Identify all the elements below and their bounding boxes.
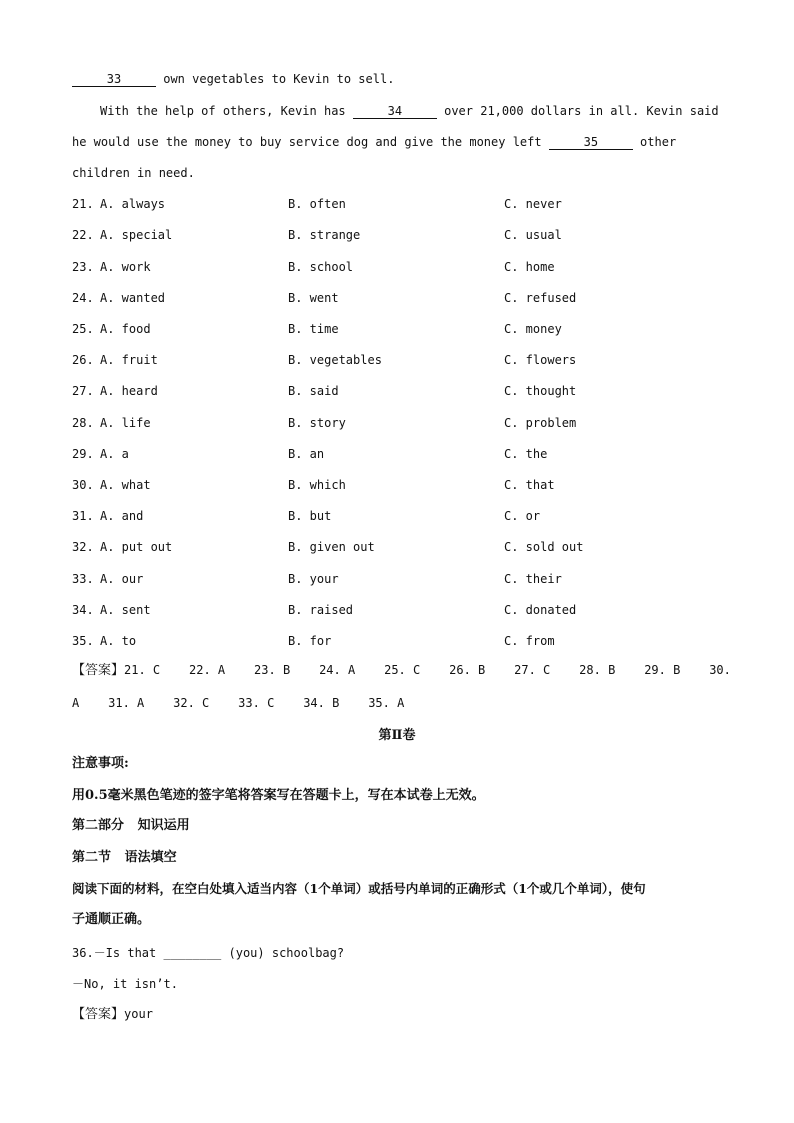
- question-28-option-c: C. problem: [504, 416, 577, 430]
- answer-line-1: [72, 662, 731, 679]
- subsection-heading: 第二节 语法填空: [72, 850, 177, 865]
- question-26-option-c: C. flowers: [504, 353, 577, 367]
- question-32-option-a: A. put out: [100, 540, 173, 554]
- question-36-answer-text: your: [124, 1007, 153, 1021]
- question-24-option-b: B. went: [288, 291, 339, 305]
- passage-line-3-pre: he would use the money to buy service dog and give the money left: [72, 135, 549, 149]
- question-22-option-c: C. usual: [504, 228, 562, 242]
- question-21-option-a: A. always: [100, 197, 166, 211]
- blank-33: 33: [72, 72, 156, 87]
- instruction-line-1: 阅读下面的材料，在空白处填入适当内容（1个单词）或括号内单词的正确形式（1个或几个单词），使句: [72, 881, 646, 896]
- answer-line-1-text: 21. C 22. A 23. B 24. A 25. C 26. B 27. C 28. B 29. B 30.: [124, 663, 731, 677]
- question-28-option-b: B. story: [288, 416, 346, 430]
- question-27-option-c: C. thought: [504, 384, 577, 398]
- passage-line-2: [100, 103, 719, 119]
- passage-line-2-post: over 21,000 dollars in all. Kevin said: [436, 104, 719, 118]
- question-25-num: 25.: [72, 322, 94, 336]
- question-36-answer-label: 【答案】: [72, 1007, 125, 1022]
- question-36-answer: [72, 1006, 153, 1023]
- question-32-option-c: C. sold out: [504, 540, 584, 554]
- question-34-option-b: B. raised: [288, 603, 354, 617]
- question-35-num: 35.: [72, 634, 94, 648]
- question-36-prompt-pre: 36.－Is that: [72, 946, 164, 960]
- question-22-option-b: B. strange: [288, 228, 361, 242]
- question-31-option-a: A. and: [100, 509, 144, 523]
- question-30-option-c: C. that: [504, 478, 555, 492]
- question-33-option-a: A. our: [100, 572, 144, 586]
- question-26-num: 26.: [72, 353, 94, 367]
- question-36-prompt-post: (you) schoolbag?: [221, 946, 345, 960]
- question-27-option-a: A. heard: [100, 384, 158, 398]
- blank-34: 34: [353, 104, 437, 119]
- question-28-option-a: A. life: [100, 416, 151, 430]
- question-25-option-c: C. money: [504, 322, 562, 336]
- instruction-line-2: 子通顺正确。: [72, 912, 151, 927]
- question-29-option-a: A. a: [100, 447, 129, 461]
- passage-line-2-pre: With the help of others, Kevin has: [100, 104, 353, 118]
- part-2-title: 第Ⅱ卷: [378, 728, 416, 743]
- question-36-reply: －No, it isn’t.: [72, 977, 178, 991]
- question-27-num: 27.: [72, 384, 94, 398]
- question-24-option-a: A. wanted: [100, 291, 166, 305]
- answer-line-2: A 31. A 32. C 33. C 34. B 35. A: [72, 696, 405, 710]
- question-31-num: 31.: [72, 509, 94, 523]
- question-34-option-c: C. donated: [504, 603, 577, 617]
- question-35-option-c: C. from: [504, 634, 555, 648]
- question-26-option-b: B. vegetables: [288, 353, 382, 367]
- question-29-num: 29.: [72, 447, 94, 461]
- passage-line-1-text: own vegetables to Kevin to sell.: [156, 72, 395, 86]
- question-23-option-a: A. work: [100, 260, 151, 274]
- question-30-num: 30.: [72, 478, 94, 492]
- question-36-prompt: [72, 945, 344, 961]
- question-29-option-b: B. an: [288, 447, 325, 461]
- question-28-num: 28.: [72, 416, 94, 430]
- question-23-num: 23.: [72, 260, 94, 274]
- question-34-num: 34.: [72, 603, 94, 617]
- question-21-option-c: C. never: [504, 197, 562, 211]
- question-22-num: 22.: [72, 228, 94, 242]
- question-24-num: 24.: [72, 291, 94, 305]
- notice-text: 用0.5毫米黑色笔迹的签字笔将答案写在答题卡上，写在本试卷上无效。: [72, 788, 485, 803]
- question-26-option-a: A. fruit: [100, 353, 158, 367]
- section-heading: 第二部分 知识运用: [72, 818, 190, 833]
- question-25-option-a: A. food: [100, 322, 151, 336]
- question-21-num: 21.: [72, 197, 94, 211]
- question-33-option-b: B. your: [288, 572, 339, 586]
- question-33-num: 33.: [72, 572, 94, 586]
- question-24-option-c: C. refused: [504, 291, 577, 305]
- blank-35: 35: [549, 135, 633, 150]
- question-27-option-b: B. said: [288, 384, 339, 398]
- notice-title: 注意事项:: [72, 756, 129, 771]
- question-23-option-c: C. home: [504, 260, 555, 274]
- question-25-option-b: B. time: [288, 322, 339, 336]
- question-30-option-b: B. which: [288, 478, 346, 492]
- passage-line-3-post: other: [632, 135, 677, 149]
- question-22-option-a: A. special: [100, 228, 173, 242]
- question-31-option-c: C. or: [504, 509, 541, 523]
- question-32-num: 32.: [72, 540, 94, 554]
- question-36-blank: ________: [163, 946, 222, 960]
- question-30-option-a: A. what: [100, 478, 151, 492]
- answer-label: 【答案】: [72, 663, 125, 678]
- question-35-option-b: B. for: [288, 634, 332, 648]
- question-33-option-c: C. their: [504, 572, 562, 586]
- question-34-option-a: A. sent: [100, 603, 151, 617]
- question-23-option-b: B. school: [288, 260, 354, 274]
- passage-line-3: [72, 134, 676, 150]
- passage-line-1: [72, 71, 394, 87]
- question-21-option-b: B. often: [288, 197, 346, 211]
- question-29-option-c: C. the: [504, 447, 548, 461]
- question-31-option-b: B. but: [288, 509, 332, 523]
- question-35-option-a: A. to: [100, 634, 137, 648]
- passage-line-4: children in need.: [72, 166, 195, 180]
- question-32-option-b: B. given out: [288, 540, 375, 554]
